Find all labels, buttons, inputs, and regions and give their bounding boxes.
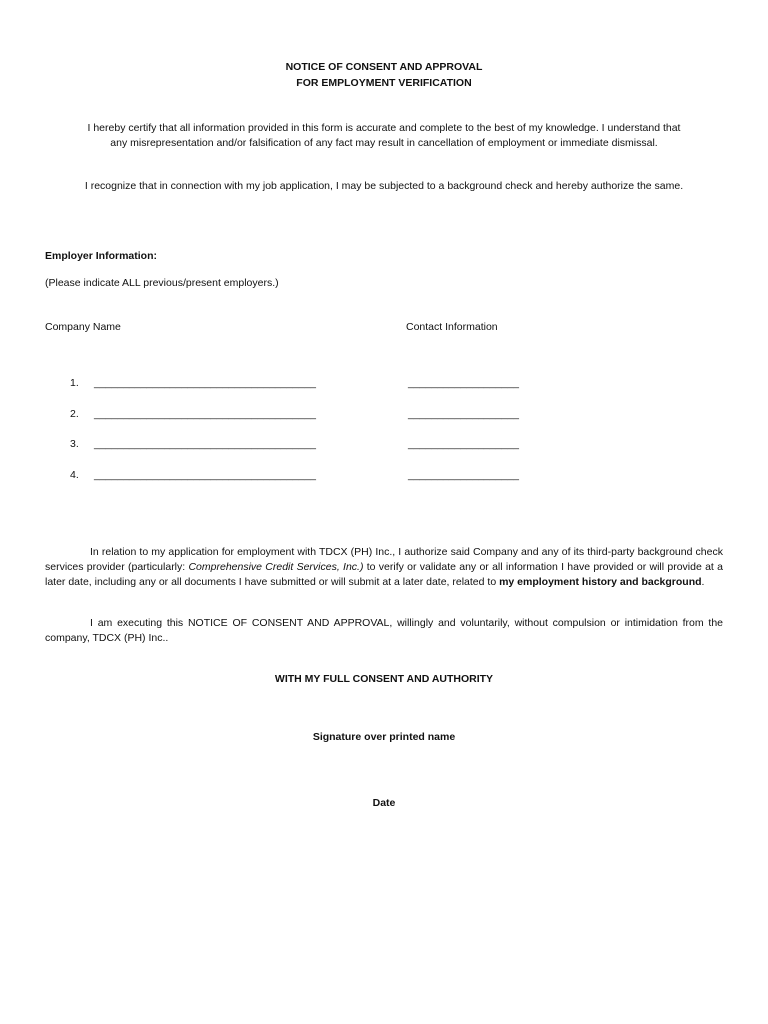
company-name-blank[interactable]: ______________________________________	[94, 408, 316, 420]
date-label: Date	[372, 797, 396, 809]
executing-text: I am executing this NOTICE OF CONSENT AND APPROVAL, willingly and voluntarily, without compulsion or intimidation from the company, TDCX (PH) Inc..	[45, 617, 723, 644]
recognize-statement: I recognize that in connection with my job application, I may be subjected to a background check and hereby authorize the same.	[84, 180, 684, 192]
row-number: 2.	[70, 408, 79, 420]
title-line-2: FOR EMPLOYMENT VERIFICATION	[296, 77, 472, 89]
authorization-text-2: to verify or validate any or all information I have provided or will provide at a later date, including any or all documents I have submitted or will submit at a later date, related to	[45, 561, 723, 588]
contact-info-blank[interactable]: ___________________	[408, 377, 519, 389]
authorization-text-1: In relation to my application for employment with TDCX (PH) Inc., I authorize said Company and any of its third-party background check services provider (particularly:	[45, 546, 723, 573]
authorization-paragraph	[45, 545, 723, 590]
provider-name: Comprehensive Credit Services, Inc.)	[188, 561, 364, 573]
employment-history-emphasis: my employment history and background	[499, 576, 702, 588]
contact-info-blank[interactable]: ___________________	[408, 408, 519, 420]
consent-heading: WITH MY FULL CONSENT AND AUTHORITY	[274, 673, 494, 685]
contact-info-blank[interactable]: ___________________	[408, 438, 519, 450]
row-number: 1.	[70, 377, 79, 389]
contact-info-header: Contact Information	[406, 321, 498, 333]
executing-paragraph	[45, 616, 723, 646]
employer-note: (Please indicate ALL previous/present employers.)	[45, 277, 279, 289]
row-number: 4.	[70, 469, 79, 481]
authorization-text-3: .	[701, 576, 705, 588]
certify-line-1: I hereby certify that all information provided in this form is accurate and complete to the best of my knowledge. I understand that	[87, 122, 681, 134]
company-name-blank[interactable]: ______________________________________	[94, 377, 316, 389]
employer-heading: Employer Information:	[45, 250, 158, 262]
company-name-blank[interactable]: ______________________________________	[94, 469, 316, 481]
signature-label: Signature over printed name	[312, 731, 456, 743]
contact-info-blank[interactable]: ___________________	[408, 469, 519, 481]
certify-line-2: any misrepresentation and/or falsification of any fact may result in cancellation of employment or immediate dismissal.	[110, 137, 658, 149]
row-number: 3.	[70, 438, 79, 450]
company-name-header: Company Name	[45, 321, 121, 333]
title-line-1: NOTICE OF CONSENT AND APPROVAL	[285, 61, 483, 73]
company-name-blank[interactable]: ______________________________________	[94, 438, 316, 450]
